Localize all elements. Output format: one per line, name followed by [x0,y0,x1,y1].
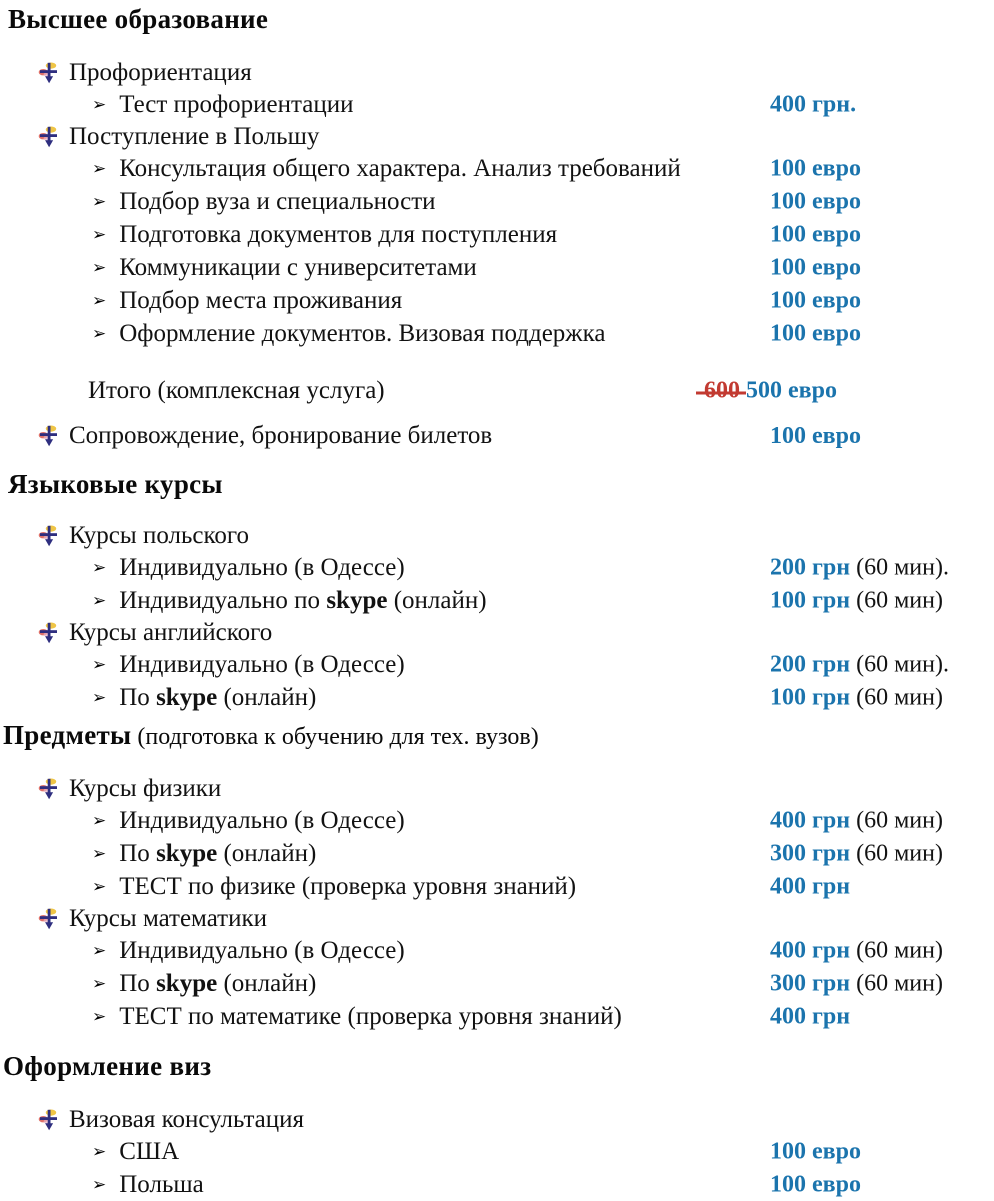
service-label: Индивидуально (в Одессе) [119,807,405,834]
service-row-physics-skype [0,837,994,870]
group-label: Поступление в Польшу [69,122,320,150]
service-label: Индивидуально (в Одессе) [119,554,405,581]
arrowhead-bullet-icon: ➢ [92,941,107,961]
colored-arrow-bullet-icon [38,125,61,149]
service-row-usa-visa [0,1135,994,1168]
section-heading-subjects [0,720,994,753]
service-label: По skype (онлайн) [119,840,317,867]
group-label: Курсы английского [69,618,273,646]
price-value: 100 евро [770,287,861,313]
heading-suffix: (подготовка к обучению для тех. вузов) [131,724,539,750]
colored-arrow-bullet-icon [38,524,61,548]
service-label: По skype (онлайн) [119,684,317,711]
service-row-math-skype [0,967,994,1000]
price-value: 200 грн (60 мин). [770,554,949,580]
arrowhead-bullet-icon: ➢ [92,225,107,245]
colored-arrow-bullet-icon [38,907,61,931]
service-label: ТЕСТ по физике (проверка уровня знаний) [119,873,577,900]
colored-arrow-bullet-icon [38,61,61,85]
group-label: Профориентация [69,58,252,86]
group-physics-courses [0,773,994,804]
arrowhead-bullet-icon: ➢ [92,877,107,897]
price-value: 400 грн (60 мин) [770,807,943,833]
service-label: Индивидуально (в Одессе) [119,937,405,964]
price-value: 100 евро [770,422,861,449]
arrowhead-bullet-icon: ➢ [92,1175,107,1195]
group-english-courses [0,617,994,648]
heading-text: Высшее образование [8,4,269,34]
heading-text: Языковые курсы [8,469,223,499]
arrowhead-bullet-icon: ➢ [92,95,107,115]
group-label: Визовая консультация [69,1105,305,1133]
colored-arrow-bullet-icon [38,777,61,801]
arrowhead-bullet-icon: ➢ [92,688,107,708]
price-value: 100 евро [770,320,861,346]
arrowhead-bullet-icon: ➢ [92,655,107,675]
service-label: Польша [119,1171,204,1198]
price-value: 400 грн. [770,91,857,117]
group-label: Курсы математики [69,904,267,932]
price-value: 100 евро [770,155,861,181]
group-poland-admission [0,121,994,152]
service-label: По skype (онлайн) [119,970,317,997]
colored-arrow-bullet-icon [38,1108,61,1132]
service-row-math-individual [0,934,994,967]
arrowhead-bullet-icon: ➢ [92,811,107,831]
service-row-math-test [0,1000,994,1033]
service-label: Подготовка документов для поступления [119,221,558,248]
arrowhead-bullet-icon: ➢ [92,192,107,212]
arrowhead-bullet-icon: ➢ [92,844,107,864]
heading-text: Оформление виз [3,1051,212,1081]
section-heading-language-courses [0,469,994,500]
service-row-accommodation [0,284,994,317]
arrowhead-bullet-icon: ➢ [92,258,107,278]
arrowhead-bullet-icon: ➢ [92,1007,107,1027]
service-row-consultation [0,152,994,185]
arrowhead-bullet-icon: ➢ [92,159,107,179]
arrowhead-bullet-icon: ➢ [92,1142,107,1162]
service-row-physics-test [0,870,994,903]
group-label: Курсы физики [69,774,222,802]
service-label: Тест профориентации [119,91,354,118]
price-value: 400 грн [770,1003,851,1029]
group-label: Сопровождение, бронирование билетов [69,421,493,449]
arrowhead-bullet-icon: ➢ [92,591,107,611]
old-price-strikethrough: 600 [704,377,740,403]
price-value: 100 евро [770,1138,861,1164]
price-value: 300 грн (60 мин) [770,840,943,866]
group-label: Курсы польского [69,521,249,549]
service-label: Индивидуально (в Одессе) [119,651,405,678]
section-heading-higher-education [0,4,994,35]
arrowhead-bullet-icon: ➢ [92,558,107,578]
service-row-poland-visa [0,1168,994,1201]
group-proforientation [0,57,994,88]
service-row-university-selection [0,185,994,218]
service-label: Коммуникации с университетами [119,254,477,281]
arrowhead-bullet-icon: ➢ [92,974,107,994]
price-value: 100 грн (60 мин) [770,587,943,613]
arrowhead-bullet-icon: ➢ [92,324,107,344]
service-label: США [119,1138,180,1165]
service-label: Подбор вуза и специальности [119,188,436,215]
summary-label: Итого (комплексная услуга) [88,377,385,404]
summary-row-total [0,374,994,407]
service-row-english-skype [0,681,994,714]
price-value: 400 грн [770,873,851,899]
service-label: Оформление документов. Визовая поддержка [119,320,606,347]
service-row-university-communication [0,251,994,284]
price-value: 300 грн (60 мин) [770,970,943,996]
price-value: 100 евро [770,254,861,280]
price-value: 100 евро [770,221,861,247]
price-value: 400 грн (60 мин) [770,937,943,963]
service-label: Индивидуально по skype (онлайн) [119,587,487,614]
arrowhead-bullet-icon: ➢ [92,291,107,311]
group-math-courses [0,903,994,934]
service-row-english-individual [0,648,994,681]
service-row-polish-skype [0,584,994,617]
colored-arrow-bullet-icon [38,621,61,645]
service-row-documents-preparation [0,218,994,251]
price-value: 100 евро [770,1171,861,1197]
price-value: 600 500 евро [704,377,837,403]
service-row-physics-individual [0,804,994,837]
price-value: 200 грн (60 мин). [770,651,949,677]
colored-arrow-bullet-icon [38,424,61,448]
service-label: Консультация общего характера. Анализ требований [119,155,681,182]
group-escort-booking [0,420,994,451]
service-row-visa-support [0,317,994,350]
service-label: Подбор места проживания [119,287,403,314]
service-row-proforientation-test [0,88,994,121]
group-visa-consultation [0,1104,994,1135]
heading-text: Предметы [3,720,132,750]
group-polish-courses [0,520,994,551]
section-heading-visa-processing [0,1051,994,1082]
price-value: 100 евро [770,188,861,214]
service-label: ТЕСТ по математике (проверка уровня знаний) [119,1003,622,1030]
price-value: 100 грн (60 мин) [770,684,943,710]
service-row-polish-individual [0,551,994,584]
